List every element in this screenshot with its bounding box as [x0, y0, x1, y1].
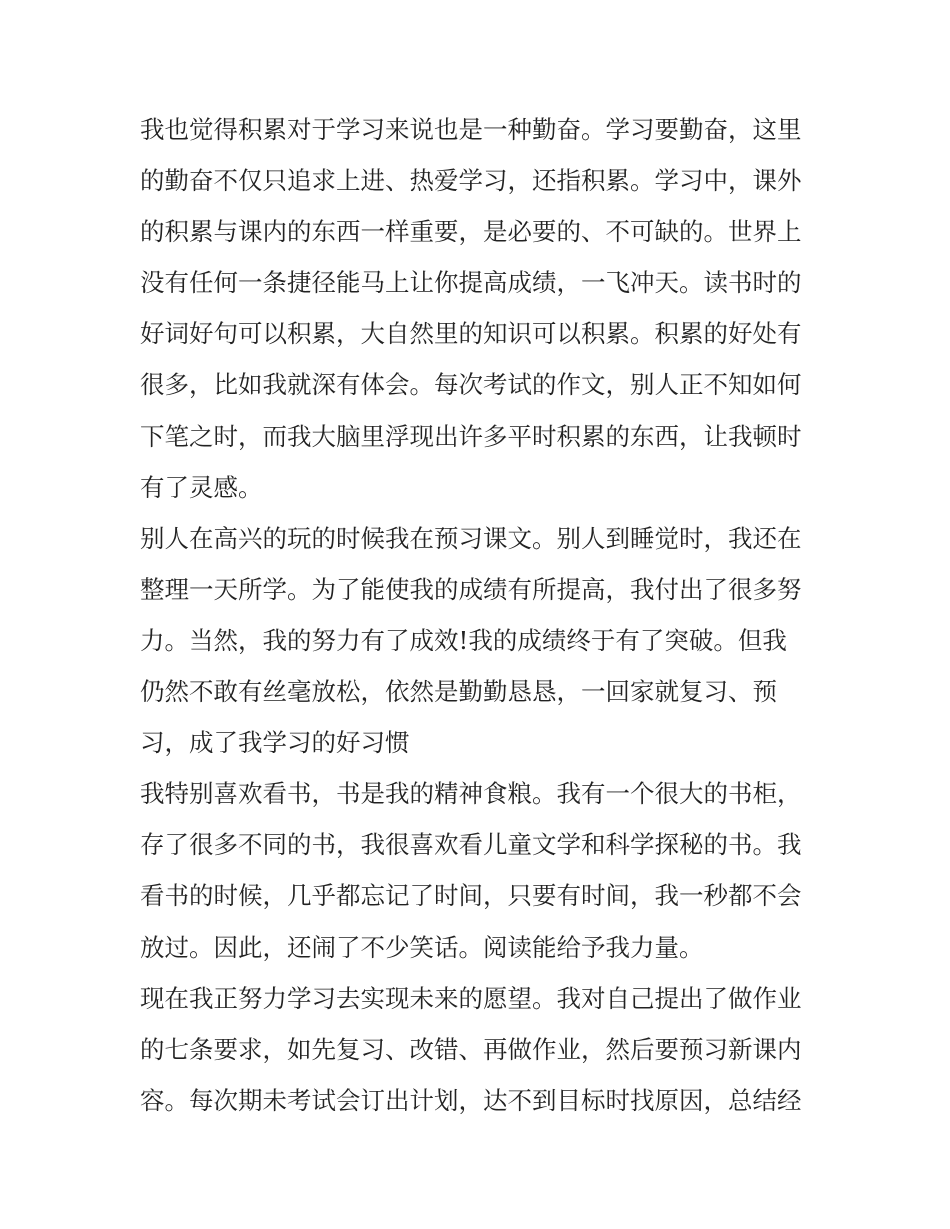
text-line: 别人在高兴的玩的时候我在预习课文。别人到睡觉时，我还在 — [140, 523, 802, 553]
document-body — [140, 104, 820, 1126]
text-line: 整理一天所学。为了能使我的成绩有所提高，我付出了很多努 — [140, 574, 802, 604]
text-line: 没有任何一条捷径能马上让你提高成绩，一飞冲天。读书时的 — [140, 268, 802, 298]
text-line: 存了很多不同的书，我很喜欢看儿童文学和科学探秘的书。我 — [140, 830, 802, 860]
text-line: 我也觉得积累对于学习来说也是一种勤奋。学习要勤奋，这里 — [140, 115, 802, 144]
text-line: 下笔之时，而我大脑里浮现出许多平时积累的东西，让我顿时 — [140, 421, 802, 451]
text-line: 好词好句可以积累，大自然里的知识可以积累。积累的好处有 — [140, 319, 802, 349]
text-line: 容。每次期未考试会订出计划，达不到目标时找原因，总结经 — [140, 1085, 802, 1115]
text-line: 现在我正努力学习去实现未来的愿望。我对自己提出了做作业 — [140, 983, 802, 1013]
text-line: 习，成了我学习的好习惯 — [140, 728, 410, 758]
text-line: 看书的时候，几乎都忘记了时间，只要有时间，我一秒都不会 — [140, 881, 802, 911]
text-line: 力。当然，我的努力有了成效!我的成绩终于有了突破。但我 — [140, 625, 787, 655]
text-line: 的七条要求，如先复习、改错、再做作业，然后要预习新课内 — [140, 1034, 802, 1064]
paragraph-effort — [140, 513, 820, 768]
text-line: 我特别喜欢看书，书是我的精神食粮。我有一个很大的书柜， — [140, 779, 802, 809]
paragraph-future — [140, 973, 820, 1126]
text-line: 的积累与课内的东西一样重要，是必要的、不可缺的。世界上 — [140, 217, 802, 247]
text-line: 有了灵感。 — [140, 472, 263, 502]
text-line: 放过。因此，还闹了不少笑话。阅读能给予我力量。 — [140, 932, 704, 962]
text-line: 的勤奋不仅只追求上进、热爱学习，还指积累。学习中，课外 — [140, 166, 802, 196]
paragraph-reading — [140, 768, 820, 972]
text-line: 很多，比如我就深有体会。每次考试的作文，别人正不知如何 — [140, 370, 802, 400]
paragraph-accumulation — [140, 104, 820, 513]
text-line: 仍然不敢有丝毫放松，依然是勤勤恳恳，一回家就复习、预 — [140, 677, 777, 707]
